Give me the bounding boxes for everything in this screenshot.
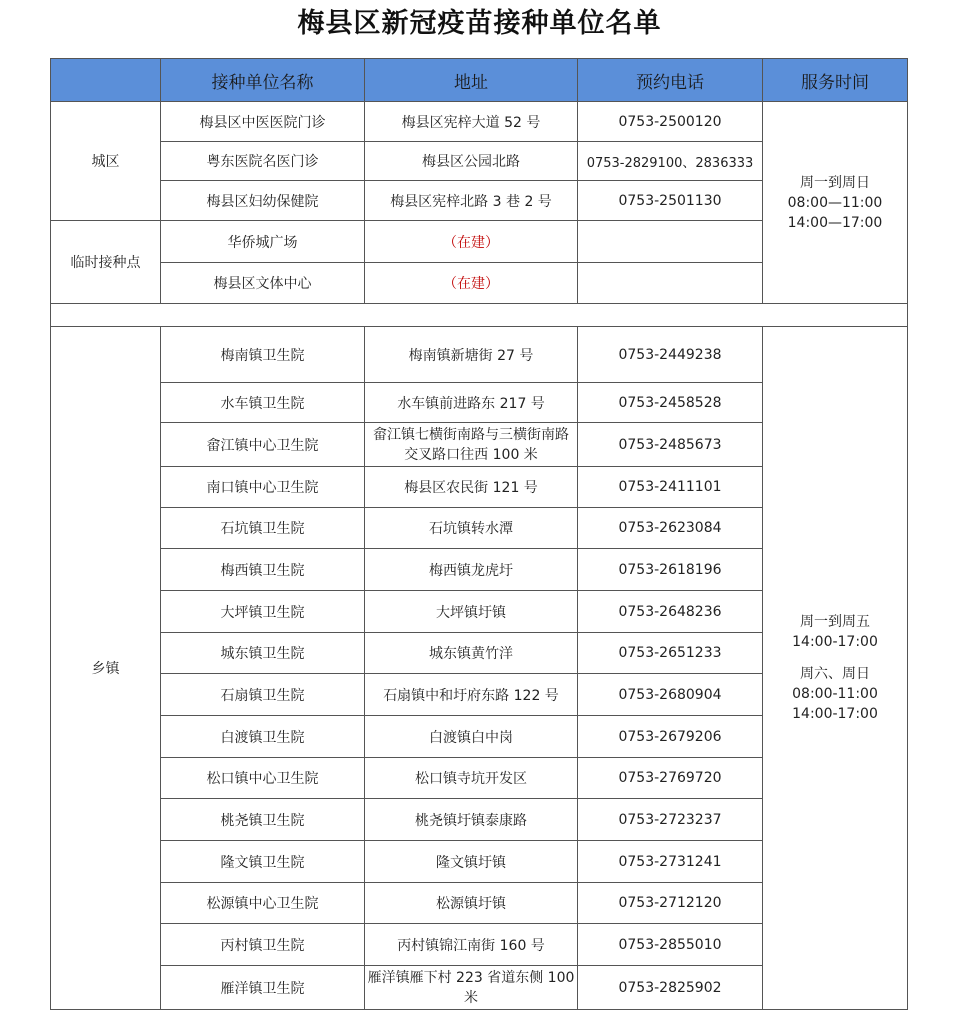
site-phone: 0753-2651233: [578, 633, 763, 674]
site-name: 梅县区文体中心: [161, 263, 365, 304]
site-phone: [578, 263, 763, 304]
site-phone: 0753-2679206: [578, 716, 763, 758]
site-address: 石扇镇中和圩府东路 122 号: [365, 674, 578, 716]
region-cell: 乡镇: [51, 327, 161, 1010]
schedule-line: 14:00-17:00: [792, 706, 878, 722]
header-site-name: 接种单位名称: [161, 59, 365, 102]
site-name: 南口镇中心卫生院: [161, 467, 365, 508]
site-name: 城东镇卫生院: [161, 633, 365, 674]
schedule-spacer: [765, 652, 905, 664]
service-time-cell: [763, 327, 908, 1010]
site-name: 雁洋镇卫生院: [161, 966, 365, 1010]
site-name: 松源镇中心卫生院: [161, 883, 365, 924]
site-name: 隆文镇卫生院: [161, 841, 365, 883]
site-address: 隆文镇圩镇: [365, 841, 578, 883]
site-phone: 0753-2769720: [578, 758, 763, 799]
site-phone: 0753-2829100、2836333: [578, 142, 763, 181]
service-time-cell: [763, 102, 908, 304]
schedule-line: 08:00—11:00: [787, 194, 883, 211]
region-cell: 临时接种点: [51, 221, 161, 304]
site-address: 梅县区农民街 121 号: [365, 467, 578, 508]
schedule-line: 14:00-17:00: [792, 634, 878, 650]
site-address: 松源镇圩镇: [365, 883, 578, 924]
site-name: 畲江镇中心卫生院: [161, 423, 365, 467]
site-phone: 0753-2731241: [578, 841, 763, 883]
site-name: 桃尧镇卫生院: [161, 799, 365, 841]
site-name: 白渡镇卫生院: [161, 716, 365, 758]
site-name: 梅县区中医医院门诊: [161, 102, 365, 142]
site-address: 白渡镇白中岗: [365, 716, 578, 758]
site-phone: 0753-2411101: [578, 467, 763, 508]
site-phone: 0753-2458528: [578, 383, 763, 423]
header-region: [51, 59, 161, 102]
site-phone: 0753-2618196: [578, 549, 763, 591]
site-phone: 0753-2680904: [578, 674, 763, 716]
site-address: 梅县区公园北路: [365, 142, 578, 181]
site-name: 大坪镇卫生院: [161, 591, 365, 633]
region-cell: 城区: [51, 102, 161, 221]
vaccination-sites-table: [50, 58, 908, 1010]
site-name: 丙村镇卫生院: [161, 924, 365, 966]
site-address: 桃尧镇圩镇泰康路: [365, 799, 578, 841]
site-phone: 0753-2712120: [578, 883, 763, 924]
site-address: （在建）: [365, 263, 578, 304]
site-name: 水车镇卫生院: [161, 383, 365, 423]
site-phone: 0753-2501130: [578, 181, 763, 221]
table-row: [51, 102, 908, 142]
site-name: 华侨城广场: [161, 221, 365, 263]
site-address: （在建）: [365, 221, 578, 263]
site-address: 梅县区宪梓大道 52 号: [365, 102, 578, 142]
header-phone: 预约电话: [578, 59, 763, 102]
site-address: 梅南镇新塘街 27 号: [365, 327, 578, 383]
header-service-time: 服务时间: [763, 59, 908, 102]
header-address: 地址: [365, 59, 578, 102]
site-address: 梅西镇龙虎圩: [365, 549, 578, 591]
site-address: 水车镇前进路东 217 号: [365, 383, 578, 423]
site-address: 畲江镇七横街南路与三横街南路交叉路口往西 100 米: [365, 423, 578, 467]
site-phone: 0753-2855010: [578, 924, 763, 966]
site-phone: 0753-2723237: [578, 799, 763, 841]
site-name: 梅县区妇幼保健院: [161, 181, 365, 221]
site-phone: 0753-2449238: [578, 327, 763, 383]
page-title: 梅县区新冠疫苗接种单位名单: [297, 8, 662, 39]
site-name: 松口镇中心卫生院: [161, 758, 365, 799]
site-name: 石坑镇卫生院: [161, 508, 365, 549]
site-phone: 0753-2648236: [578, 591, 763, 633]
schedule-line: 08:00-11:00: [792, 686, 878, 702]
site-phone: 0753-2485673: [578, 423, 763, 467]
schedule-line: 周一到周五: [800, 614, 870, 630]
site-phone: 0753-2500120: [578, 102, 763, 142]
site-phone: 0753-2825902: [578, 966, 763, 1010]
site-address: 城东镇黄竹洋: [365, 633, 578, 674]
site-name: 梅南镇卫生院: [161, 327, 365, 383]
spacer-row: [51, 304, 908, 327]
site-address: 雁洋镇雁下村 223 省道东侧 100 米: [365, 966, 578, 1010]
site-phone: 0753-2623084: [578, 508, 763, 549]
schedule-line: 周一到周日: [800, 174, 870, 191]
table-header-row: [51, 59, 908, 102]
site-address: 大坪镇圩镇: [365, 591, 578, 633]
site-name: 石扇镇卫生院: [161, 674, 365, 716]
site-phone: [578, 221, 763, 263]
site-name: 梅西镇卫生院: [161, 549, 365, 591]
schedule-line: 周六、周日: [800, 666, 870, 682]
site-address: 丙村镇锦江南街 160 号: [365, 924, 578, 966]
schedule-line: 14:00—17:00: [787, 214, 883, 231]
site-address: 石坑镇转水潭: [365, 508, 578, 549]
table-row: [51, 327, 908, 383]
site-address: 松口镇寺坑开发区: [365, 758, 578, 799]
site-name: 粤东医院名医门诊: [161, 142, 365, 181]
site-address: 梅县区宪梓北路 3 巷 2 号: [365, 181, 578, 221]
